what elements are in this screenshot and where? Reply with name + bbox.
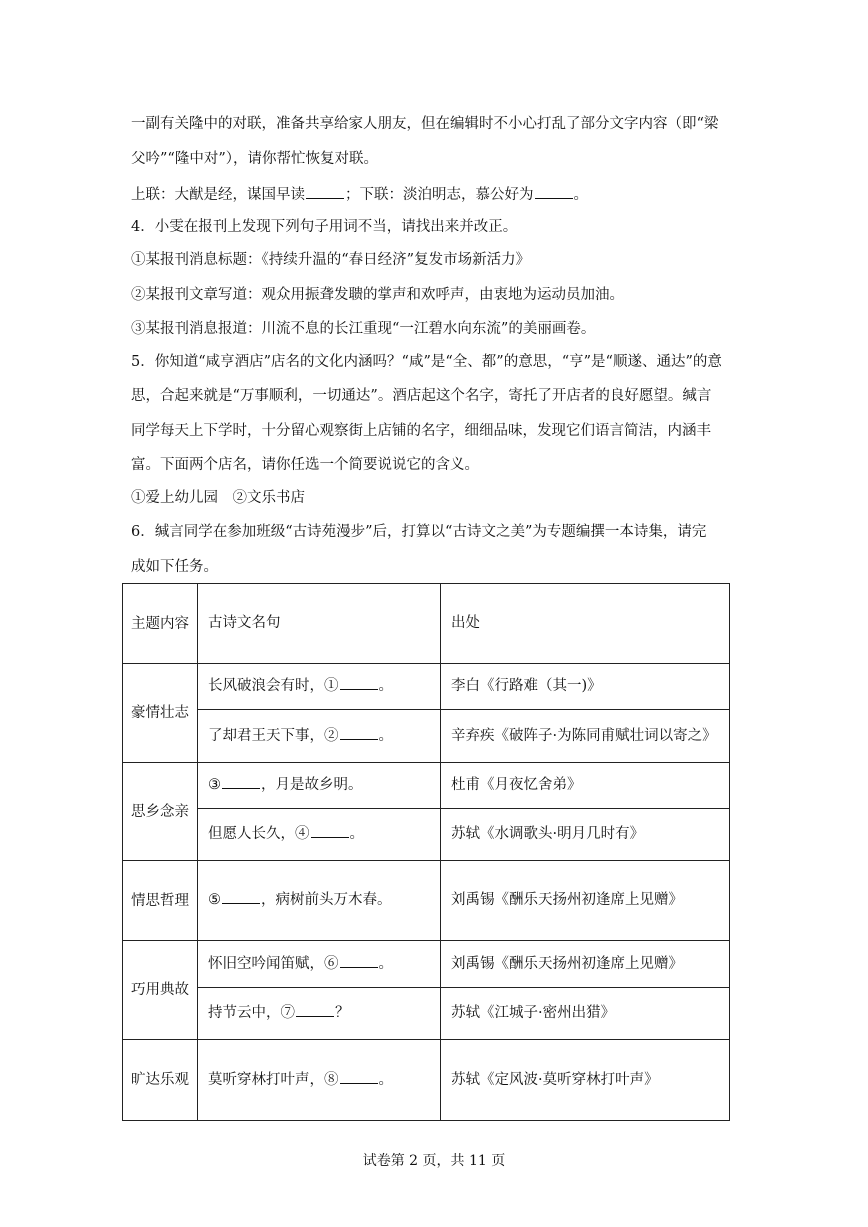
poem-line-cell: 了却君王天下事，② 。 [198,710,441,763]
answer-blank [535,184,573,199]
poem-line-cell: 持节云中，⑦ ？ [198,988,441,1040]
question-5-line: 富。下面两个店名，请你任选一个简要说说它的含义。 [131,457,479,473]
poem-table [122,583,730,1121]
answer-blank [222,774,260,789]
poem-line-cell: 莫听穿林打叶声，⑧ 。 [198,1040,441,1121]
theme-cell: 情思哲理 [123,861,198,941]
question-5-line: 思，合起来就是“万事顺利，一切通达”。酒店起这个名字，寄托了开店者的良好愿望。缄言 [131,388,712,404]
question-6-line: 成如下任务。 [131,559,218,575]
question-4-item-1: ①某报刊消息标题：《持续升温的“春日经济”复发市场新活力》 [131,252,531,268]
poem-line-cell: 怀旧空吟闻笛赋，⑥ 。 [198,941,441,988]
table-row [123,988,730,1040]
couplet-upper: 上联：大猷是经，谋国早读 [131,187,305,203]
question-5-line: 同学每天上下学时，十分留心观察街上店铺的名字，细细品味，发现它们语言简洁，内涵丰 [131,423,711,439]
answer-blank [311,823,349,838]
source-cell: 杜甫《月夜忆舍弟》 [441,763,730,809]
poem-line-cell: ③ ，月是故乡明。 [198,763,441,809]
answer-blank [340,725,378,740]
question-4-item-3: ③某报刊消息报道：川流不息的长江重现“一江碧水向东流”的美丽画卷。 [131,321,596,337]
paragraph-line: 父吟”“隆中对”），请你帮忙恢复对联。 [131,151,378,167]
answer-blank [306,184,344,199]
page-footer: 试卷第 2 页，共 11 页 [362,1153,506,1169]
theme-cell: 豪情壮志 [123,664,198,763]
source-cell: 刘禹锡《酬乐天扬州初逢席上见赠》 [441,941,730,988]
poem-line-cell: 但愿人长久，④ 。 [198,809,441,861]
source-cell: 辛弃疾《破阵子·为陈同甫赋壮词以寄之》 [441,710,730,763]
table-row [123,710,730,763]
header-source: 出处 [441,584,730,664]
source-cell: 苏轼《江城子·密州出猎》 [441,988,730,1040]
source-cell: 苏轼《水调歌头·明月几时有》 [441,809,730,861]
answer-blank [222,889,260,904]
theme-cell: 旷达乐观 [123,1040,198,1121]
answer-blank [296,1002,334,1017]
source-cell: 苏轼《定风波·莫听穿林打叶声》 [441,1040,730,1121]
table-row [123,861,730,941]
couplet-end: 。 [573,187,588,203]
source-cell: 李白《行路难（其一)》 [441,664,730,710]
question-5-options: ①爱上幼儿园 ②文乐书店 [131,490,305,506]
answer-blank [340,1069,378,1084]
question-6-line: 6．缄言同学在参加班级“古诗苑漫步”后，打算以“古诗文之美”为专题编撰一本诗集，请完 [131,524,707,540]
poem-line-cell: ⑤ ，病树前头万木春。 [198,861,441,941]
theme-cell: 巧用典故 [123,941,198,1040]
answer-blank [340,953,378,968]
couplet-lower: ；下联：淡泊明志，慕公好为 [345,187,534,203]
table-row [123,1040,730,1121]
question-5-line: 5．你知道“咸亨酒店”店名的文化内涵吗？“咸”是“全、都”的意思，“亨”是“顺遂、通达”的意 [131,354,722,370]
table-row [123,809,730,861]
table-row [123,763,730,809]
couplet-line [131,184,741,205]
answer-blank [340,675,378,690]
table-row [123,941,730,988]
source-cell: 刘禹锡《酬乐天扬州初逢席上见赠》 [441,861,730,941]
paragraph-line: 一副有关隆中的对联，准备共享给家人朋友，但在编辑时不小心打乱了部分文字内容（即“梁 [131,116,719,132]
header-line: 古诗文名句 [198,584,441,664]
question-4-item-2: ②某报刊文章写道：观众用振聋发聩的掌声和欢呼声，由衷地为运动员加油。 [131,287,624,303]
header-theme: 主题内容 [123,584,198,664]
question-4: 4．小雯在报刊上发现下列句子用词不当，请找出来并改正。 [131,219,518,235]
table-row [123,664,730,710]
table-header-row [123,584,730,664]
theme-cell: 思乡念亲 [123,763,198,861]
poem-line-cell: 长风破浪会有时，① 。 [198,664,441,710]
